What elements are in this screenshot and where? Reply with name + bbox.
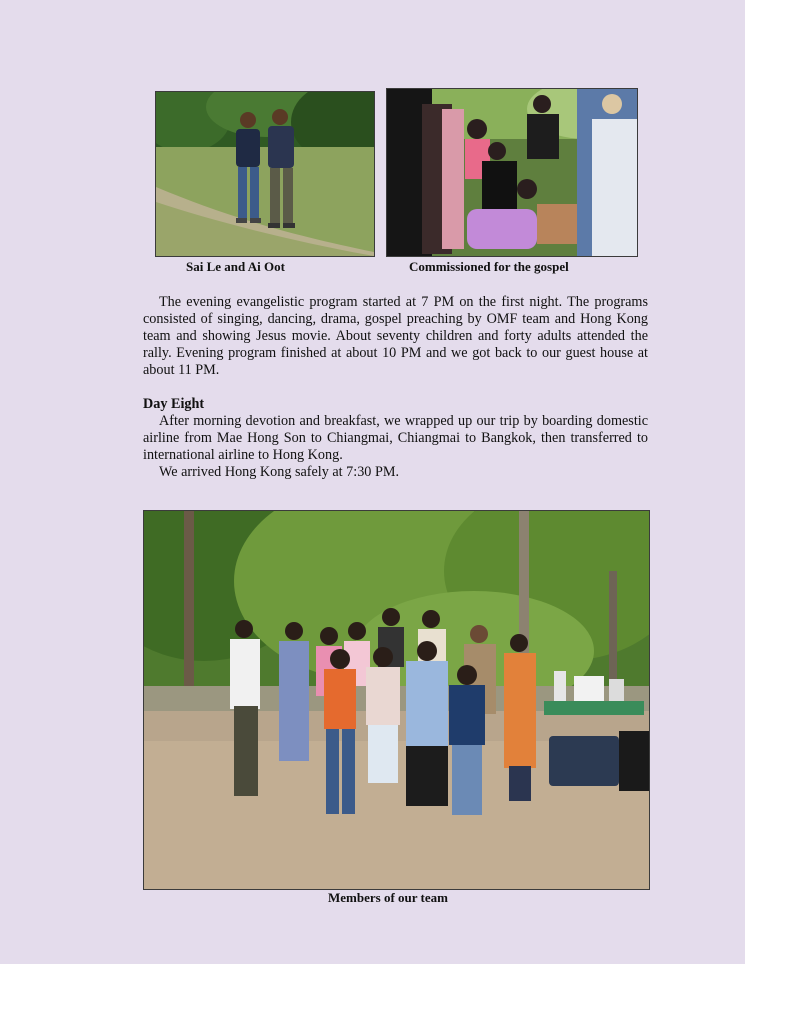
caption-photo3: Members of our team <box>328 890 448 905</box>
photo-commissioned <box>386 88 638 257</box>
paragraph-day-eight: After morning devotion and breakfast, we wrapped up our trip by boarding domestic airline from Mae Hong Son to Chiangmai, Chiangmai to Bangkok, then transferred to international airline to Hong Kong. <box>143 413 648 463</box>
photo-two-men-image <box>156 92 374 256</box>
photo-commissioning-image <box>387 89 637 256</box>
caption-photo1: Sai Le and Ai Oot <box>186 259 285 274</box>
paragraph-arrival: We arrived Hong Kong safely at 7:30 PM. <box>159 464 399 480</box>
photo-team-image <box>144 511 649 889</box>
paragraph-evening-program: The evening evangelistic program started at 7 PM on the first night. The programs consisted of singing, dancing, drama, gospel preaching by OMF team and Hong Kong team and showing Jesus movie. About seventy children and forty adults attended the rally. Evening program finished at about 10 PM and we got back to our guest house at about 11 PM. <box>143 294 648 378</box>
photo-team <box>143 510 650 890</box>
photo-sai-le-ai-oot <box>155 91 375 257</box>
body-text <box>143 294 648 481</box>
heading-day-eight: Day Eight <box>143 396 205 412</box>
caption-photo2: Commissioned for the gospel <box>409 259 569 274</box>
